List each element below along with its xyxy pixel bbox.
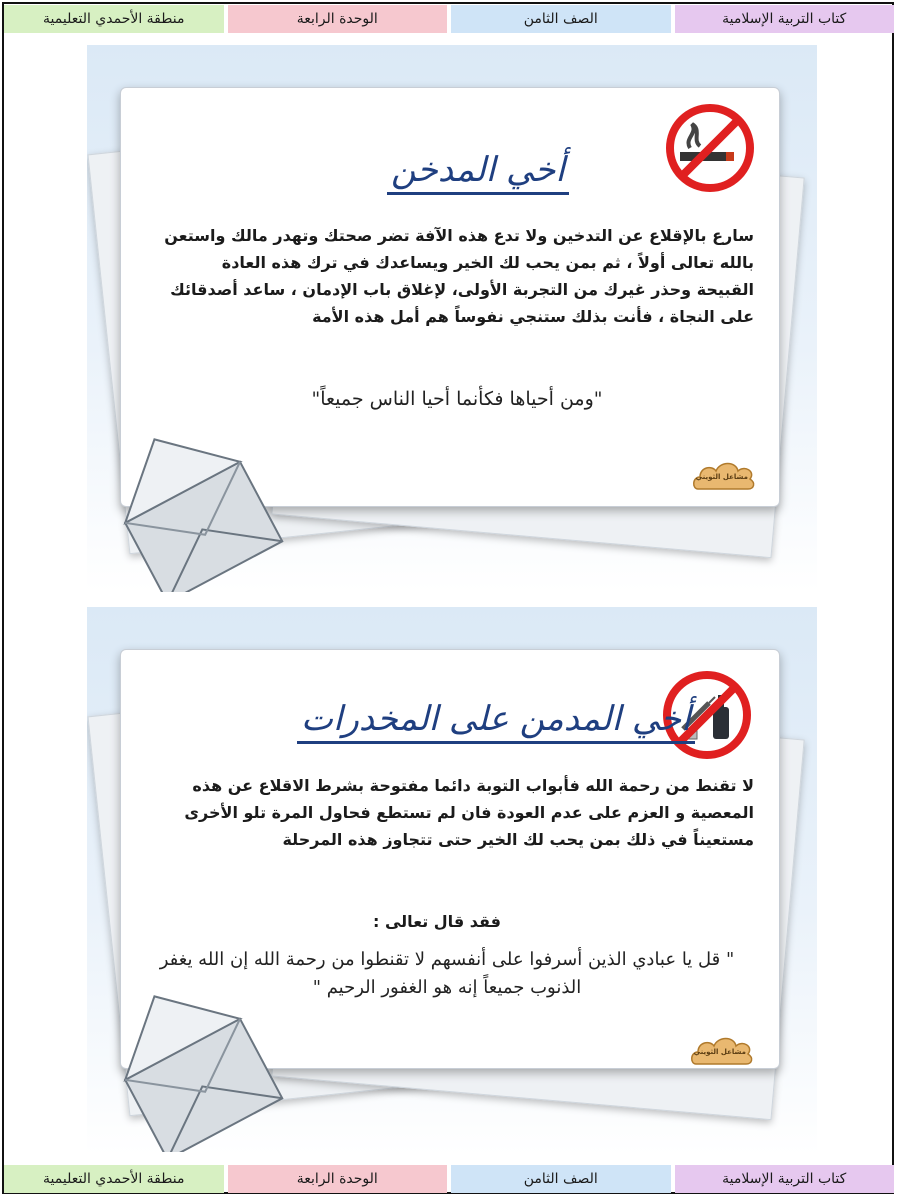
header-bar-bottom: [4, 1165, 894, 1195]
slide-title: أخي المدخن: [387, 150, 569, 195]
book-label: كتاب التربية الإسلامية: [675, 1165, 895, 1193]
verse-intro: فقد قال تعالى :: [373, 912, 501, 931]
author-badge: [690, 1034, 754, 1068]
verse-quote-line1: " قل يا عبادي الذين أسرفوا على أنفسهم لا تقنطوا من رحمة الله إن الله يغفر: [159, 949, 735, 970]
district-label: منطقة الأحمدي التعليمية: [4, 1165, 224, 1193]
advice-paragraph: سارع بالإقلاع عن التدخين ولا تدع هذه الآفة تضر صحتك وتهدر مالك واستعن بالله تعالى أولاً ، ثم بمن يحب لك الخير ويساعدك في ترك هذه العادة القبيحة وحذر غيرك من التجربة الأولى، لإغلاق باب الإدمان ، ساعد أصدقائك على النجاة ، فأنت بذلك ستنجي نفوساً هم أمل هذه الأمة: [164, 226, 754, 326]
slide-smoker: [87, 45, 817, 592]
author-badge: [692, 459, 756, 493]
book-label: كتاب التربية الإسلامية: [675, 5, 895, 33]
slide-title: أخي المدمن على المخدرات: [297, 699, 695, 744]
badge-label: مشاعل الثويني: [693, 1048, 746, 1056]
header-bar-top: [4, 5, 894, 35]
unit-label: الوحدة الرابعة: [228, 5, 448, 33]
badge-label: مشاعل الثويني: [695, 473, 748, 481]
envelope-icon: [97, 420, 287, 592]
unit-label: الوحدة الرابعة: [228, 1165, 448, 1193]
district-label: منطقة الأحمدي التعليمية: [4, 5, 224, 33]
verse-quote-line2: الذنوب جميعاً إنه هو الغفور الرحيم ": [312, 977, 582, 998]
slide-addict: [87, 607, 817, 1155]
advice-paragraph: لا تقنط من رحمة الله فأبواب التوبة دائما مفتوحة بشرط الاقلاع عن هذه المعصية و العزم على عدم العودة فان لم تستطع فحاول المرة تلو الأخرى مستعيناً في ذلك بمن يحب لك الخير حتى تتجاوز هذه المرحلة: [184, 776, 754, 849]
envelope-icon: [97, 977, 287, 1152]
grade-label: الصف الثامن: [451, 1165, 671, 1193]
grade-label: الصف الثامن: [451, 5, 671, 33]
verse-quote: "ومن أحياها فكأنما أحيا الناس جميعاً": [311, 388, 603, 410]
no-smoking-icon: [662, 100, 758, 196]
